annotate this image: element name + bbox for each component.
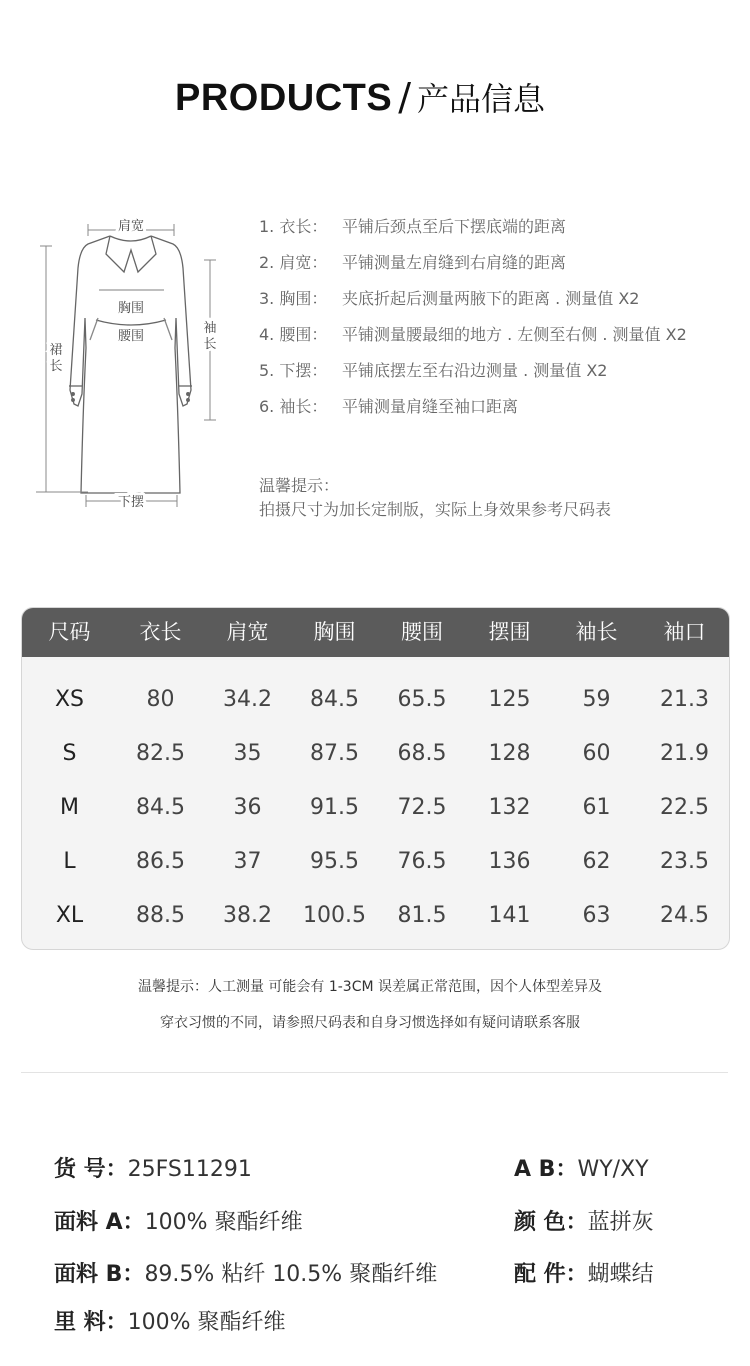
header-cell: 肩宽 [226, 620, 269, 644]
table-cell: 84.5 [310, 687, 359, 712]
spec-label: 配 件： [514, 1262, 588, 1287]
definition-item [259, 322, 739, 358]
page-title [0, 74, 720, 120]
title-separator: / [398, 75, 412, 119]
spec-ab [514, 1152, 649, 1183]
table-cell: 88.5 [136, 903, 185, 928]
header-cell: 摆围 [488, 620, 531, 644]
definition-desc: 平铺测量左肩缝到右肩缝的距离 [342, 253, 567, 272]
definition-item [259, 394, 739, 430]
table-cell: 80 [146, 687, 175, 712]
definition-name: 1. 衣长： [259, 217, 328, 236]
spec-label: 里 料： [54, 1310, 128, 1335]
table-cell: 128 [488, 741, 531, 766]
table-row [22, 835, 729, 889]
table-cell: 38.2 [223, 903, 272, 928]
definition-item [259, 214, 739, 250]
title-cn: 产品信息 [417, 80, 546, 118]
fit-tip [259, 474, 611, 522]
table-cell: 81.5 [397, 903, 447, 928]
label-shoulder: 肩宽 [117, 219, 145, 234]
spec-label: 面料 B： [54, 1262, 145, 1287]
label-skirt-2: 长 [49, 359, 63, 374]
table-cell: 100.5 [303, 903, 366, 928]
label-sleeve-1: 袖 [203, 321, 217, 336]
table-cell: 24.5 [660, 903, 709, 928]
table-cell: 23.5 [660, 849, 709, 874]
table-cell: 95.5 [310, 849, 359, 874]
measurement-note-line2: 穿衣习惯的不同，请参照尺码表和自身习惯选择如有疑问请联系客服 [160, 1015, 580, 1031]
table-cell: 63 [582, 903, 611, 928]
spec-value: 蓝拼灰 [587, 1210, 654, 1235]
spec-label: 颜 色： [514, 1210, 588, 1235]
spec-value: WY/XY [577, 1157, 649, 1182]
spec-value: 100% 聚酯纤维 [144, 1210, 303, 1235]
table-cell: S [62, 741, 77, 766]
label-skirt-1: 裙 [49, 343, 63, 358]
table-cell: 76.5 [397, 849, 447, 874]
definition-desc: 平铺测量腰最细的地方 . 左侧至右侧 . 测量值 X2 [342, 325, 687, 344]
dress-illustration [28, 208, 228, 518]
spec-value: 89.5% 粘纤 10.5% 聚酯纤维 [144, 1262, 438, 1287]
table-cell: 65.5 [397, 687, 447, 712]
spec-fabric-b [54, 1257, 437, 1288]
table-cell: 87.5 [310, 741, 359, 766]
definition-item [259, 286, 739, 322]
header-cell: 衣长 [139, 620, 182, 644]
spec-color [514, 1205, 654, 1236]
label-hem: 下摆 [117, 495, 145, 510]
table-cell: 21.9 [660, 741, 709, 766]
header-cell: 尺码 [48, 620, 91, 644]
table-row [22, 727, 729, 781]
spec-label: 面料 A： [54, 1210, 145, 1235]
definition-desc: 平铺测量肩缝至袖口距离 [342, 397, 519, 416]
table-cell: 36 [233, 795, 262, 820]
title-en: PRODUCTS [174, 77, 393, 119]
measurement-note-line1: 温馨提示：人工测量 可能会有 1-3CM 误差属正常范围，因个人体型差异及 [137, 979, 603, 995]
table-cell: 132 [488, 795, 531, 820]
spec-value: 蝴蝶结 [587, 1262, 654, 1287]
label-waist: 腰围 [117, 329, 145, 344]
table-cell: 72.5 [397, 795, 447, 820]
spec-label: A B： [514, 1157, 578, 1182]
spec-lining [54, 1305, 286, 1336]
table-row [22, 781, 729, 835]
table-cell: 68.5 [397, 741, 447, 766]
definition-item [259, 250, 739, 286]
spec-fabric-a [54, 1205, 303, 1236]
header-cell: 袖长 [575, 620, 618, 644]
definition-desc: 平铺后颈点至后下摆底端的距离 [342, 217, 567, 236]
table-cell: 82.5 [136, 741, 185, 766]
table-cell: 35 [233, 741, 262, 766]
table-cell: XL [55, 903, 84, 928]
dress-measurement-diagram [28, 208, 228, 518]
measurement-definitions [259, 214, 739, 430]
definition-name: 5. 下摆： [259, 361, 328, 380]
table-cell: 34.2 [223, 687, 272, 712]
table-cell: 86.5 [136, 849, 185, 874]
definition-desc: 夹底折起后测量两腋下的距离 . 测量值 X2 [342, 289, 640, 308]
table-cell: 91.5 [310, 795, 359, 820]
definition-item [259, 358, 739, 394]
table-cell: XS [54, 687, 85, 712]
size-table-body [22, 657, 729, 943]
section-divider [21, 1072, 728, 1073]
table-cell: 136 [488, 849, 531, 874]
definition-name: 2. 肩宽： [259, 253, 328, 272]
label-sleeve-2: 长 [203, 337, 217, 352]
table-cell: 21.3 [660, 687, 709, 712]
label-bust: 胸围 [117, 301, 145, 316]
spec-value: 100% 聚酯纤维 [127, 1310, 286, 1335]
header-cell: 胸围 [313, 620, 356, 644]
spec-accessory [514, 1257, 654, 1288]
spec-item-no [54, 1152, 252, 1183]
size-table [21, 607, 730, 950]
definition-name: 3. 胸围： [259, 289, 328, 308]
table-cell: 125 [488, 687, 531, 712]
table-cell: L [63, 849, 76, 874]
table-cell: 84.5 [136, 795, 185, 820]
tip-text: 拍摄尺寸为加长定制版，实际上身效果参考尺码表 [259, 500, 612, 519]
definition-name: 4. 腰围： [259, 325, 328, 344]
definition-name: 6. 袖长： [259, 397, 328, 416]
table-cell: 37 [233, 849, 262, 874]
table-cell: 22.5 [660, 795, 709, 820]
size-table-header [22, 608, 729, 657]
table-cell: 59 [582, 687, 611, 712]
definition-desc: 平铺底摆左至右沿边测量 . 测量值 X2 [342, 361, 608, 380]
header-cell: 袖口 [663, 620, 706, 644]
table-cell: 62 [582, 849, 611, 874]
table-cell: 141 [488, 903, 531, 928]
table-row [22, 889, 729, 943]
header-cell: 腰围 [401, 620, 443, 644]
tip-title: 温馨提示： [259, 476, 340, 495]
spec-value: 25FS11291 [127, 1157, 252, 1182]
spec-label: 货 号： [54, 1157, 128, 1182]
table-cell: 60 [582, 741, 611, 766]
table-cell: 61 [582, 795, 611, 820]
table-row [22, 673, 729, 727]
table-cell: M [60, 795, 79, 820]
